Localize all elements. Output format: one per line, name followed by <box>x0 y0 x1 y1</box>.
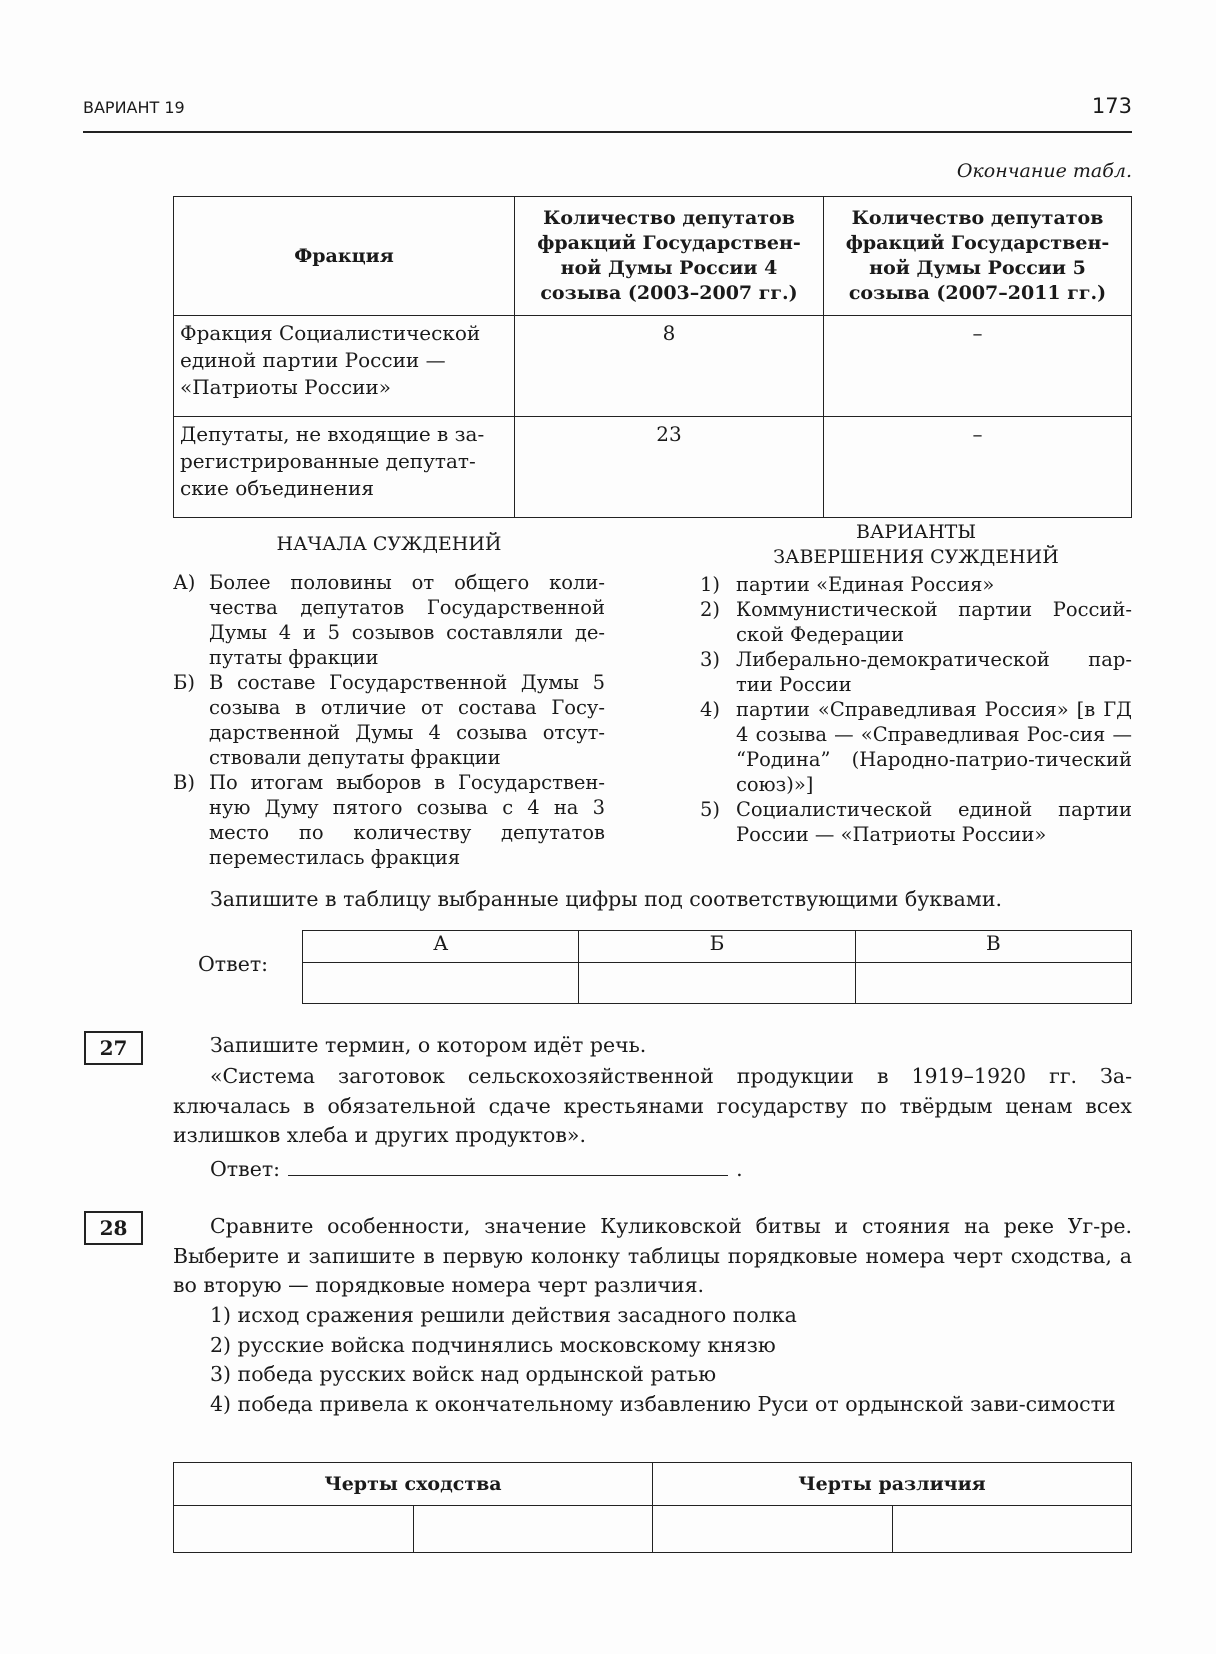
question-number-27: 27 <box>84 1031 143 1065</box>
list-item: 2) русские войска подчинялись московскому князю <box>210 1332 776 1357</box>
list-item: 3) победа русских войск над ордынской ратью <box>210 1362 717 1386</box>
answer-column-b: Б <box>579 931 855 963</box>
endings-title-2: ЗАВЕРШЕНИЯ СУЖДЕНИЙ <box>773 546 1059 568</box>
item-key: 3) <box>700 648 721 671</box>
answer-column-v: В <box>855 931 1131 963</box>
cell-faction: Депутаты, не входящие в за-регистрированные депутат-ские объединения <box>174 417 515 518</box>
list-item <box>700 597 1132 647</box>
q27-prompt: Запишите термин, о котором идёт речь. <box>210 1033 647 1057</box>
table-row <box>174 316 1132 417</box>
similarity-cell[interactable] <box>413 1506 653 1553</box>
variant-header: ВАРИАНТ 19 <box>83 98 185 117</box>
table-continuation-note: Окончание табл. <box>956 160 1132 182</box>
item-text: партии «Единая Россия» <box>736 573 995 596</box>
q27-answer-line <box>210 1157 743 1181</box>
difference-cell[interactable] <box>892 1506 1132 1553</box>
item-text: партии «Справедливая Россия» [в ГД 4 созыва — «Справедливая Рос-сия — “Родина” (Народно-патрио-тический союз)»] <box>736 698 1132 796</box>
answer-table <box>302 930 1132 1004</box>
table-header-row <box>174 197 1132 316</box>
answer-cell-b[interactable] <box>579 963 855 1004</box>
cell-duma-4: 23 <box>515 417 824 518</box>
page-number: 173 <box>1091 94 1132 118</box>
q27-answer-label: Ответ: <box>210 1157 281 1181</box>
list-item <box>173 770 605 870</box>
beginnings-title: НАЧАЛА СУЖДЕНИЙ <box>276 533 502 555</box>
q28-items <box>210 1301 1132 1419</box>
answer-cell-a[interactable] <box>303 963 579 1004</box>
list-item <box>700 647 1132 697</box>
comparison-table <box>173 1462 1132 1553</box>
endings-list <box>700 572 1132 847</box>
item-text: Коммунистической партии Россий-ской Федерации <box>736 598 1132 646</box>
table-row <box>174 417 1132 518</box>
q27-quote: «Система заготовок сельскохозяйственной продукции в 1919–1920 гг. За-ключалась в обязательной сдаче крестьянами государству по твёрдым ценам всех излишков хлеба и других продуктов». <box>173 1064 1132 1147</box>
list-item: 4) победа привела к окончательному избавлению Руси от ордынской зави-симости <box>210 1391 1116 1416</box>
endings-title-1: ВАРИАНТЫ <box>855 521 977 543</box>
beginnings-list <box>173 570 605 870</box>
cell-duma-5: – <box>824 417 1132 518</box>
answer-cell-v[interactable] <box>855 963 1131 1004</box>
list-item <box>173 670 605 770</box>
difference-cell[interactable] <box>653 1506 893 1553</box>
answer-label: Ответ: <box>198 952 269 976</box>
item-key: Б) <box>173 671 195 694</box>
answer-column-a: А <box>303 931 579 963</box>
item-text: Либерально-демократической пар-тии России <box>736 648 1132 696</box>
list-item: 1) исход сражения решили действия засадного полка <box>210 1303 797 1327</box>
q27-answer-end: . <box>736 1157 743 1181</box>
header-faction: Фракция <box>174 197 515 316</box>
item-text: Более половины от общего коли-чества депутатов Государственной Думы 4 и 5 созывов составляли де-путаты фракции <box>209 571 605 669</box>
item-key: 2) <box>700 598 721 621</box>
cell-faction: Фракция Социалистической единой партии России — «Патриоты России» <box>174 316 515 417</box>
question-number-28: 28 <box>84 1211 143 1245</box>
header-duma-5: Количество депутатов фракций Государствен-ной Думы России 5 созыва (2007–2011 гг.) <box>824 197 1132 316</box>
cell-duma-5: – <box>824 316 1132 417</box>
q27-answer-input[interactable] <box>288 1174 728 1176</box>
header-differences: Черты различия <box>653 1463 1132 1506</box>
item-text: В составе Государственной Думы 5 созыва в отличие от состава Госу-дарственной Думы 4 созыва отсут-ствовали депутаты фракции <box>209 671 605 769</box>
header-rule <box>83 131 1132 133</box>
item-key: В) <box>173 771 195 794</box>
item-key: 5) <box>700 798 721 821</box>
q28-prompt: Сравните особенности, значение Куликовской битвы и стояния на реке Уг-ре. Выберите и запишите в первую колонку таблицы порядковые номера черт сходства, а во вторую — порядковые номера черт различия. <box>173 1214 1132 1297</box>
list-item <box>700 797 1132 847</box>
header-duma-4: Количество депутатов фракций Государствен-ной Думы России 4 созыва (2003–2007 гг.) <box>515 197 824 316</box>
list-item <box>173 570 605 670</box>
item-text: По итогам выборов в Государствен-ную Думу пятого созыва с 4 на 3 место по количеству депутатов переместилась фракция <box>209 771 605 869</box>
factions-table <box>173 196 1132 518</box>
cell-duma-4: 8 <box>515 316 824 417</box>
header-similarities: Черты сходства <box>174 1463 653 1506</box>
list-item <box>700 697 1132 797</box>
item-key: А) <box>173 571 196 594</box>
instruction-text: Запишите в таблицу выбранные цифры под соответствующими буквами. <box>210 887 1003 911</box>
item-key: 4) <box>700 698 721 721</box>
item-text: Социалистической единой партии России — «Патриоты России» <box>736 798 1132 846</box>
similarity-cell[interactable] <box>174 1506 414 1553</box>
list-item <box>700 572 1132 597</box>
item-key: 1) <box>700 573 721 596</box>
